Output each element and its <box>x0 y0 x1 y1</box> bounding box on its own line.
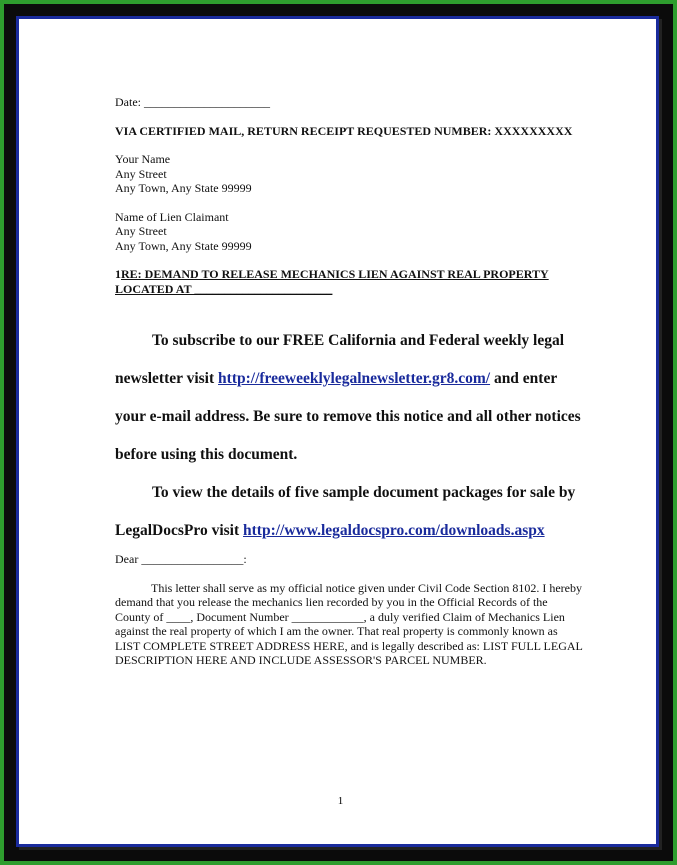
subject-line <box>115 267 585 296</box>
subject-prefix: 1 <box>115 267 121 281</box>
letter-body <box>115 95 585 668</box>
legaldocspro-notice-text: To view the details of five sample document packages for sale by LegalDocsPro visit <box>115 484 576 539</box>
date-line: Date: _____________________ <box>115 95 270 109</box>
recipient-city: Any Town, Any State 99999 <box>115 238 252 253</box>
sender-address <box>115 152 585 196</box>
recipient-street: Any Street <box>115 224 167 238</box>
newsletter-link[interactable]: http://freeweeklylegalnewsletter.gr8.com/ <box>218 370 491 387</box>
document-page <box>16 16 659 847</box>
page-number: 1 <box>337 795 344 807</box>
legaldocspro-notice <box>115 474 585 550</box>
legaldocspro-link[interactable]: http://www.legaldocspro.com/downloads.aspx <box>243 522 545 539</box>
body-paragraph-text: This letter shall serve as my official notice given under Civil Code Section 8102. I hereby demand that you release the mechanics lien recorded by you in the Official Records of the County of ____, Document Number ____________, a duly verified Claim of Mechanics Lien against the real property of which I am the owner. That real property is commonly known as LIST COMPLETE STREET ADDRESS HERE, and is legally described as: LIST FULL LEGAL DESCRIPTION HERE AND INCLUDE ASSESSOR'S PARCEL NUMBER. <box>115 580 583 668</box>
recipient-address <box>115 210 585 254</box>
newsletter-notice-text: To subscribe to our FREE California and Federal weekly legal newsletter visit <box>115 332 565 387</box>
sender-city: Any Town, Any State 99999 <box>115 181 252 195</box>
subject-text: RE: DEMAND TO RELEASE MECHANICS LIEN AGAINST REAL PROPERTY LOCATED AT _______________________ <box>115 267 549 296</box>
salutation: Dear _________________: <box>115 552 247 566</box>
sender-street: Any Street <box>115 166 167 181</box>
certified-mail-line: VIA CERTIFIED MAIL, RETURN RECEIPT REQUESTED NUMBER: XXXXXXXXX <box>115 123 573 138</box>
sender-name: Your Name <box>115 152 171 166</box>
body-paragraph <box>115 581 585 669</box>
newsletter-notice <box>115 322 585 474</box>
recipient-name: Name of Lien Claimant <box>115 209 229 224</box>
newsletter-notice-text-2: and enter your e-mail address. Be sure to remove this notice and all other notices before using this document. <box>115 370 581 463</box>
